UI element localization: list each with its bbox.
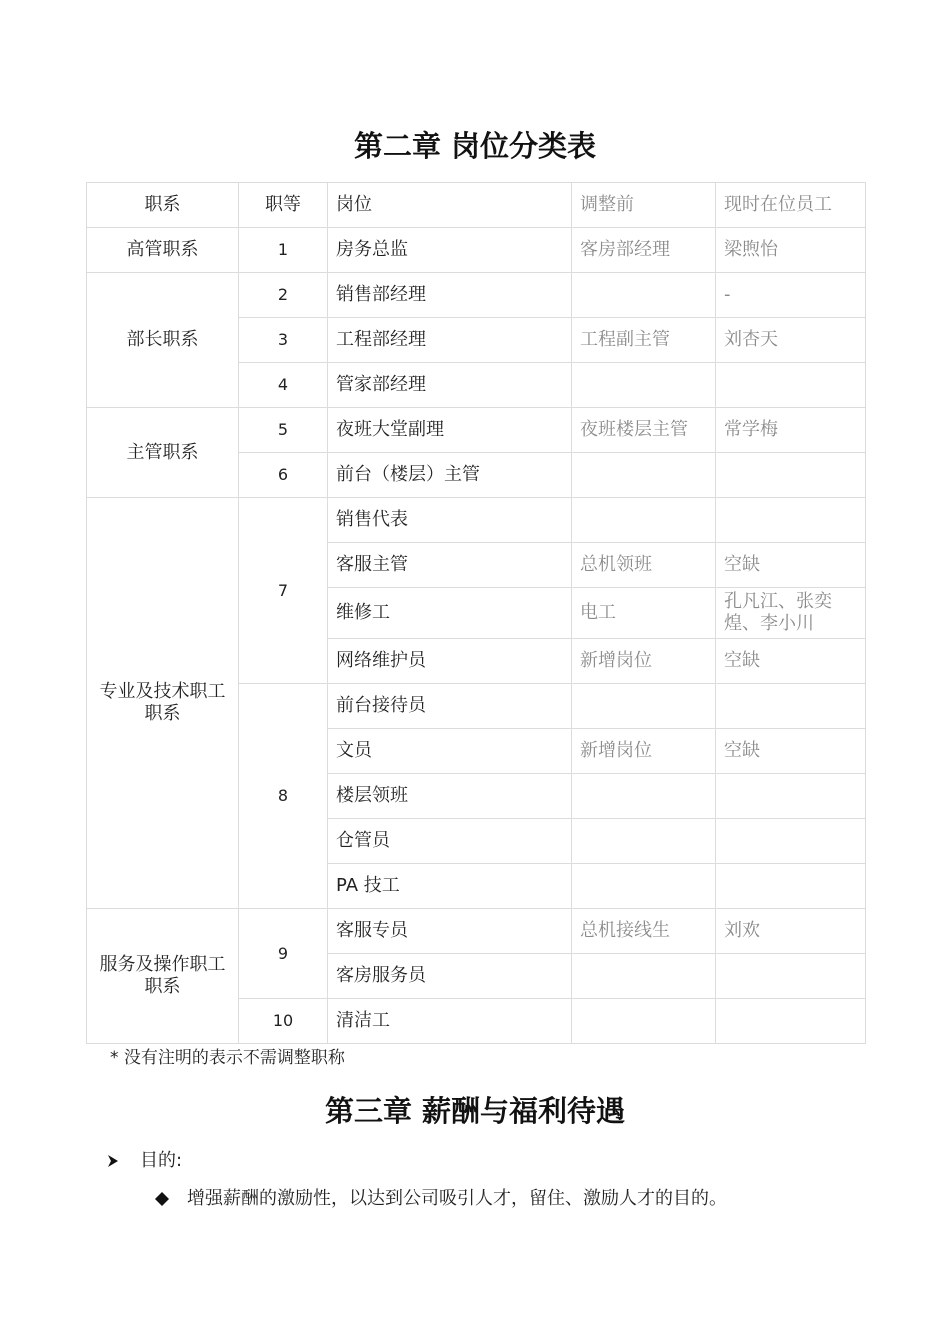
position-cell: PA 技工 [328,864,572,909]
table-row [87,228,866,273]
series-cell: 服务及操作职工职系 [87,909,239,1044]
grade-cell: 7 [239,498,328,684]
staff-cell [716,453,866,498]
before-cell: 工程副主管 [572,318,716,363]
purpose-label: 目的: [140,1150,183,1171]
position-classification-table [86,182,866,1044]
arrow-bullet-icon [106,1152,120,1166]
staff-cell [716,774,866,819]
header-before: 调整前 [572,183,716,228]
table-row [87,273,866,318]
grade-cell: 2 [239,273,328,318]
grade-cell: 9 [239,909,328,999]
table-row [87,408,866,453]
table-row [87,909,866,954]
series-cell: 主管职系 [87,408,239,498]
table-row [87,498,866,543]
before-cell [572,363,716,408]
header-position: 岗位 [328,183,572,228]
staff-cell [716,684,866,729]
before-cell [572,954,716,999]
staff-cell: 空缺 [716,639,866,684]
position-cell: 网络维护员 [328,639,572,684]
series-cell: 专业及技术职工职系 [87,498,239,909]
series-cell: 部长职系 [87,273,239,408]
position-cell: 前台（楼层）主管 [328,453,572,498]
position-cell: 楼层领班 [328,774,572,819]
before-cell: 客房部经理 [572,228,716,273]
position-cell: 夜班大堂副理 [328,408,572,453]
position-cell: 客服主管 [328,543,572,588]
purpose-item-text: 增强薪酬的激励性，以达到公司吸引人才，留住、激励人才的目的。 [187,1188,727,1209]
series-cell: 高管职系 [87,228,239,273]
header-series: 职系 [87,183,239,228]
grade-cell: 6 [239,453,328,498]
table-header-row [87,183,866,228]
staff-cell: 刘杏天 [716,318,866,363]
position-cell: 工程部经理 [328,318,572,363]
staff-cell [716,864,866,909]
staff-cell [716,999,866,1044]
purpose-heading [106,1146,182,1172]
before-cell: 新增岗位 [572,639,716,684]
staff-cell: 常学梅 [716,408,866,453]
staff-cell: 空缺 [716,729,866,774]
grade-cell: 4 [239,363,328,408]
purpose-item [155,1184,727,1210]
position-cell: 清洁工 [328,999,572,1044]
position-cell: 销售代表 [328,498,572,543]
before-cell: 夜班楼层主管 [572,408,716,453]
table-footnote: * 没有注明的表示不需调整职称 [110,1048,345,1068]
position-cell: 管家部经理 [328,363,572,408]
before-cell [572,774,716,819]
staff-cell: 刘欢 [716,909,866,954]
before-cell [572,453,716,498]
staff-cell [716,819,866,864]
grade-cell: 10 [239,999,328,1044]
header-staff: 现时在位员工 [716,183,866,228]
chapter-2-title: 第二章 岗位分类表 [353,129,597,163]
position-cell: 文员 [328,729,572,774]
before-cell: 新增岗位 [572,729,716,774]
position-cell: 客服专员 [328,909,572,954]
before-cell [572,684,716,729]
grade-cell: 8 [239,684,328,909]
position-cell: 维修工 [328,588,572,639]
position-cell: 客房服务员 [328,954,572,999]
staff-cell [716,498,866,543]
header-grade: 职等 [239,183,328,228]
position-cell: 前台接待员 [328,684,572,729]
position-cell: 销售部经理 [328,273,572,318]
before-cell [572,819,716,864]
before-cell [572,999,716,1044]
grade-cell: 3 [239,318,328,363]
before-cell: 总机领班 [572,543,716,588]
staff-cell [716,363,866,408]
position-cell: 房务总监 [328,228,572,273]
grade-cell: 1 [239,228,328,273]
before-cell: 电工 [572,588,716,639]
staff-cell [716,954,866,999]
before-cell [572,864,716,909]
grade-cell: 5 [239,408,328,453]
staff-cell: 梁煦怡 [716,228,866,273]
staff-cell: 孔凡江、张奕煌、李小川 [716,588,866,639]
before-cell [572,273,716,318]
staff-cell: 空缺 [716,543,866,588]
chapter-3-title: 第三章 薪酬与福利待遇 [324,1094,626,1128]
diamond-bullet-icon [155,1190,169,1204]
before-cell [572,498,716,543]
staff-cell: - [716,273,866,318]
before-cell: 总机接线生 [572,909,716,954]
position-cell: 仓管员 [328,819,572,864]
